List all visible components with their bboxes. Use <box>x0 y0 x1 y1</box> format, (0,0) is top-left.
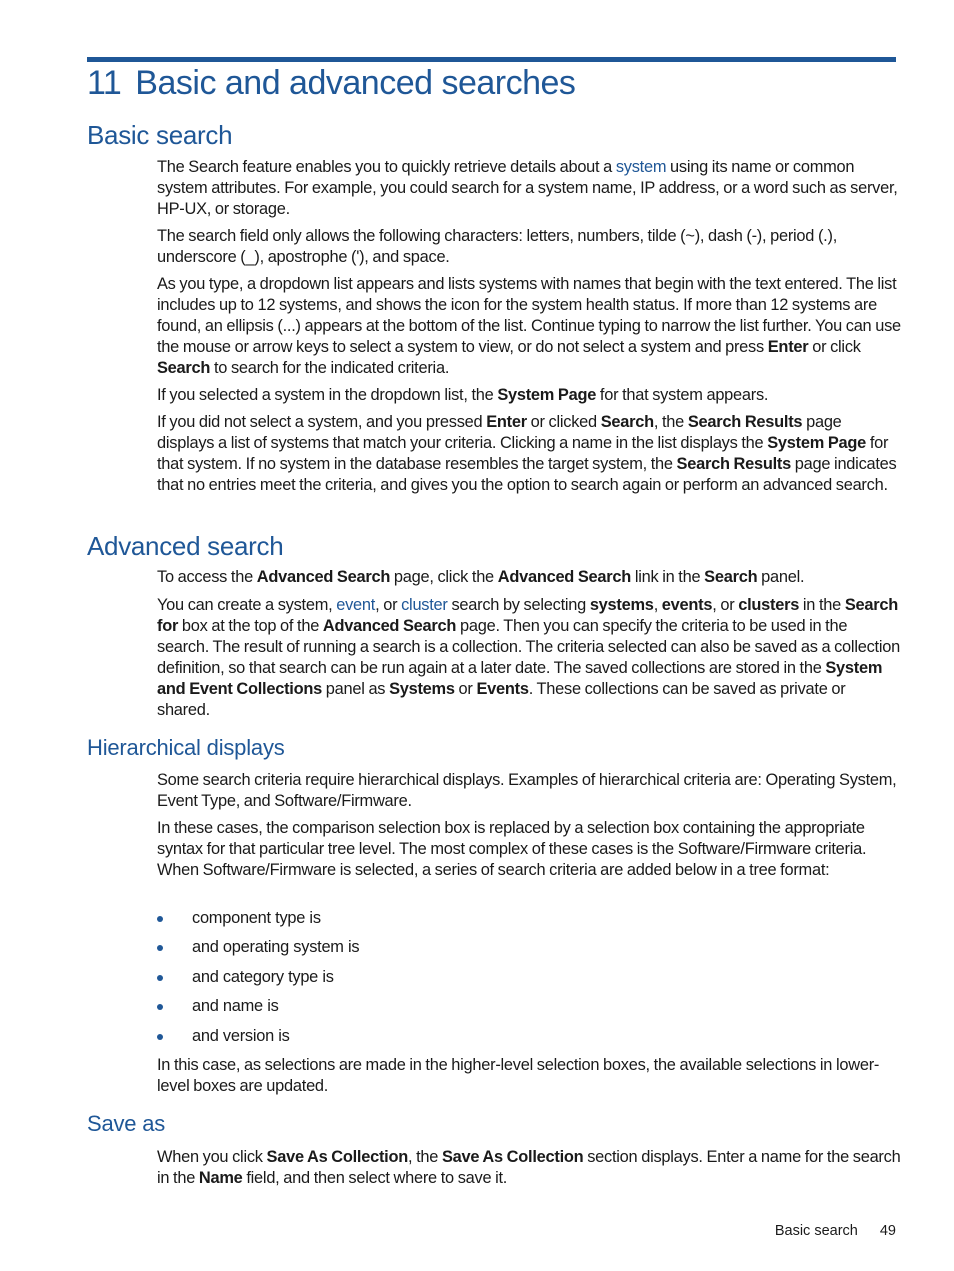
advanced-search-paragraph-1: To access the Advanced Search page, click the Advanced Search link in the Search panel. <box>157 568 805 586</box>
save-as-paragraph: When you click Save As Collection, the Save As Collection section displays. Enter a name for the search in the Name field, and then select where to save it. <box>157 1148 901 1187</box>
bullet-icon <box>157 1004 163 1010</box>
hierarchical-paragraph-1: Some search criteria require hierarchical displays. Examples of hierarchical criteria are: Operating System, Event Type, and Software/Firmware. <box>157 771 897 810</box>
basic-search-paragraph-1: The Search feature enables you to quickly retrieve details about a system using its name or common system attributes. For example, you could search for a system name, IP address, or a word such as server, HP-UX, or storage. <box>157 158 898 218</box>
bullet-icon <box>157 1034 163 1040</box>
page-number: 49 <box>879 1223 896 1239</box>
chapter-title <box>87 64 575 103</box>
heading-advanced-search: Advanced search <box>87 531 284 561</box>
cluster-link[interactable]: cluster <box>401 596 448 614</box>
bullet-icon <box>157 945 163 951</box>
criteria-list <box>157 908 359 1055</box>
basic-search-paragraph-5: If you did not select a system, and you pressed Enter or clicked Search, the Search Results page displays a list of systems that match your criteria. Clicking a name in the list displays the System Page for that system. If no system in the database resembles the target system, the Search Results page indicates that no entries meet the criteria, and gives you the option to search again or perform an advanced search. <box>157 413 897 494</box>
list-item: and version is <box>157 1026 359 1055</box>
event-link[interactable]: event <box>336 596 376 614</box>
heading-hierarchical-displays: Hierarchical displays <box>87 735 285 760</box>
system-link[interactable]: system <box>615 158 667 176</box>
list-item: and category type is <box>157 967 359 996</box>
heading-save-as: Save as <box>87 1111 166 1136</box>
chapter-number: 11 <box>87 64 122 102</box>
basic-search-paragraph-3: As you type, a dropdown list appears and lists systems with names that begin with the text entered. The list includes up to 12 systems, and shows the icon for the system health status. If more than 12 systems are found, an ellipsis (...) appears at the bottom of the list. Continue typing to narrow the list further. You can use the mouse or arrow keys to select a system to view, or do not select a system and press Enter or click Search to search for the indicated criteria. <box>157 275 901 377</box>
list-item: component type is <box>157 908 359 937</box>
advanced-search-paragraph-2: You can create a system, event, or cluster search by selecting systems, events, or clusters in the Search for box at the top of the Advanced Search page. Then you can specify the criteria to be used in the search. The result of running a search is a collection. The criteria selected can also be saved as a collection definition, so that search can be run again at a later date. The saved collections are stored in the System and Event Collections panel as Systems or Events. These collections can be saved as private or shared. <box>157 596 900 719</box>
hierarchical-paragraph-2: In these cases, the comparison selection box is replaced by a selection box containing the appropriate syntax for that particular tree level. The most complex of these cases is the Software/Firmware criteria. When Software/Firmware is selected, a series of search criteria are added below in a tree format: <box>157 819 867 879</box>
chapter-title-text: Basic and advanced searches <box>135 64 576 102</box>
hierarchical-paragraph-3: In this case, as selections are made in the higher-level selection boxes, the available selections in lower-level boxes are updated. <box>157 1056 880 1095</box>
bullet-icon <box>157 975 163 981</box>
chapter-rule <box>87 57 896 62</box>
basic-search-paragraph-4: If you selected a system in the dropdown list, the System Page for that system appears. <box>157 386 769 404</box>
list-item: and name is <box>157 996 359 1025</box>
list-item: and operating system is <box>157 937 359 966</box>
basic-search-paragraph-2: The search field only allows the following characters: letters, numbers, tilde (~), dash (-), period (.), underscore (_), apostrophe ('), and space. <box>157 227 837 266</box>
footer-section: Basic search <box>774 1223 858 1239</box>
bullet-icon <box>157 916 163 922</box>
heading-basic-search: Basic search <box>87 120 233 150</box>
page-footer <box>775 1223 896 1239</box>
